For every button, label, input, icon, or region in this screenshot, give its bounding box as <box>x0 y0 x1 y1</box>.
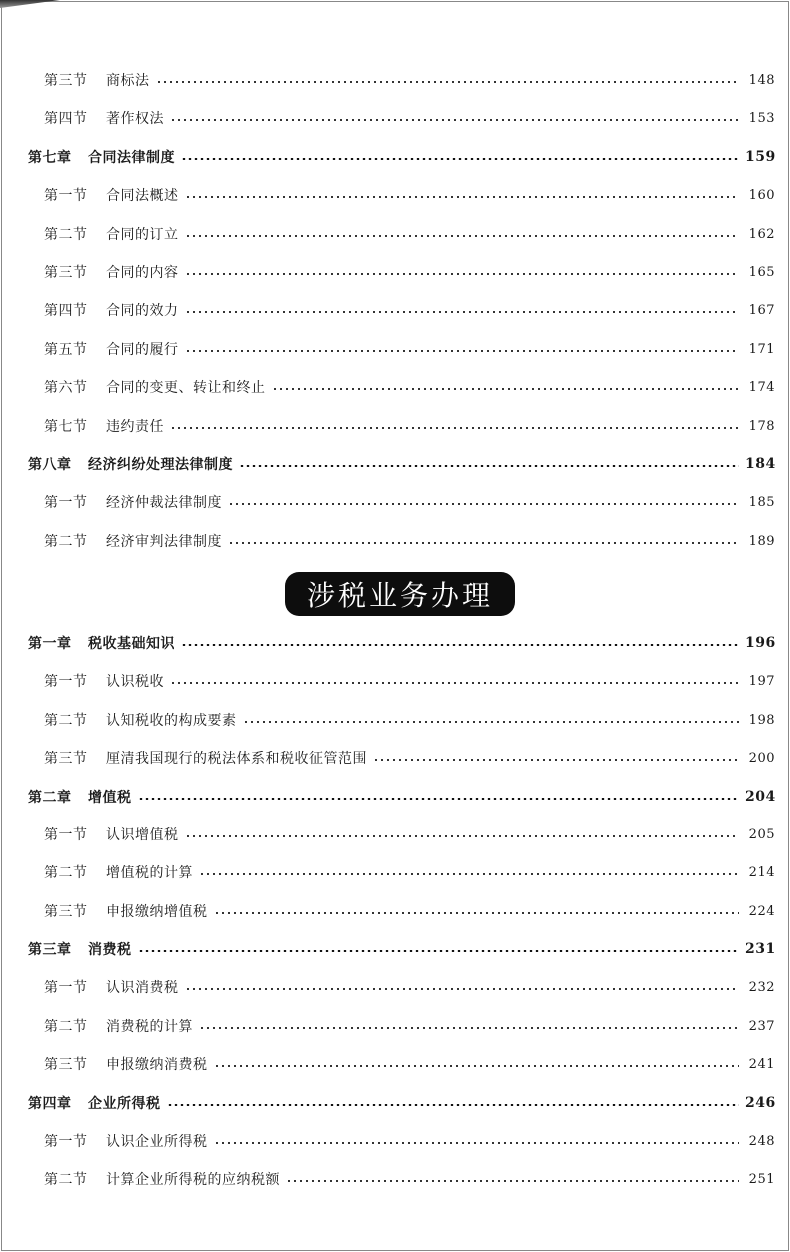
section-number: 第二节 <box>44 1172 88 1188</box>
section-title: 增值税的计算 <box>106 865 193 881</box>
section-title: 申报缴纳增值税 <box>106 904 208 920</box>
dot-leader <box>156 81 740 83</box>
toc-section-row[interactable] <box>44 298 775 322</box>
section-title: 合同的订立 <box>106 227 179 243</box>
section-title: 认识企业所得税 <box>106 1134 208 1150</box>
toc-section-row[interactable] <box>44 899 775 923</box>
dot-leader <box>185 273 740 275</box>
chapter-number: 第四章 <box>28 1096 72 1112</box>
section-title: 消费税的计算 <box>106 1019 193 1035</box>
toc-section-row[interactable] <box>44 529 775 553</box>
section-number: 第一节 <box>44 827 88 843</box>
dot-leader <box>170 427 739 429</box>
section-number: 第二节 <box>44 865 88 881</box>
page-number: 204 <box>745 789 776 805</box>
chapter-title: 税收基础知识 <box>88 636 175 652</box>
section-title: 认识税收 <box>106 674 164 690</box>
chapter-title: 增值税 <box>88 790 132 806</box>
section-title: 申报缴纳消费税 <box>106 1057 208 1073</box>
page-number: 174 <box>748 379 775 395</box>
dot-leader <box>185 235 740 237</box>
toc-section-row[interactable] <box>44 414 775 438</box>
page-number: 153 <box>748 110 775 126</box>
page-number: 160 <box>748 187 775 203</box>
toc-chapter-row[interactable] <box>28 452 775 476</box>
dot-leader <box>373 759 739 761</box>
section-title: 认知税收的构成要素 <box>106 713 237 729</box>
dot-leader <box>185 311 740 313</box>
section-title: 厘清我国现行的税法体系和税收征管范围 <box>106 751 367 767</box>
toc-section-row[interactable] <box>44 183 775 207</box>
section-title: 著作权法 <box>106 111 164 127</box>
section-number: 第六节 <box>44 380 88 396</box>
chapter-title: 企业所得税 <box>88 1096 161 1112</box>
dot-leader <box>185 350 740 352</box>
section-title: 合同的内容 <box>106 265 179 281</box>
dot-leader <box>214 1065 740 1067</box>
section-title: 合同的变更、转让和终止 <box>106 380 266 396</box>
toc-section-row[interactable] <box>44 1167 775 1191</box>
page-number: 171 <box>748 341 775 357</box>
section-number: 第五节 <box>44 342 88 358</box>
toc-section-row[interactable] <box>44 106 775 130</box>
page-number: 148 <box>748 72 775 88</box>
page-number: 184 <box>745 456 776 472</box>
toc-section-row[interactable] <box>44 260 775 284</box>
toc-section-row[interactable] <box>44 222 775 246</box>
part-banner-title: 涉税业务办理 <box>306 579 493 612</box>
section-number: 第二节 <box>44 713 88 729</box>
page-number: 232 <box>748 979 775 995</box>
page-number: 185 <box>748 494 775 510</box>
page-number: 159 <box>745 149 776 165</box>
dot-leader <box>214 1142 740 1144</box>
dot-leader <box>170 682 739 684</box>
section-number: 第三节 <box>44 265 88 281</box>
toc-section-row[interactable] <box>44 68 775 92</box>
section-number: 第二节 <box>44 227 88 243</box>
toc-section-row[interactable] <box>44 860 775 884</box>
page-number: 162 <box>748 226 775 242</box>
chapter-title: 消费税 <box>88 942 132 958</box>
toc-section-row[interactable] <box>44 708 775 732</box>
page-number: 231 <box>745 941 776 957</box>
page-number: 214 <box>748 864 775 880</box>
section-number: 第二节 <box>44 534 88 550</box>
dot-leader <box>228 542 739 544</box>
dot-leader <box>228 503 739 505</box>
section-number: 第一节 <box>44 188 88 204</box>
dot-leader <box>181 644 739 646</box>
page-number: 251 <box>748 1171 775 1187</box>
toc-section-row[interactable] <box>44 1052 775 1076</box>
toc-section-row[interactable] <box>44 975 775 999</box>
dot-leader <box>138 798 740 800</box>
dot-leader <box>185 988 740 990</box>
page-number: 200 <box>748 750 775 766</box>
page-number: 178 <box>748 418 775 434</box>
section-title: 经济仲裁法律制度 <box>106 495 222 511</box>
page-number: 189 <box>748 533 775 549</box>
dot-leader <box>170 119 739 121</box>
page-number: 198 <box>748 712 775 728</box>
dot-leader <box>243 721 740 723</box>
dot-leader <box>167 1104 740 1106</box>
section-number: 第三节 <box>44 904 88 920</box>
chapter-number: 第三章 <box>28 942 72 958</box>
part-banner <box>285 572 515 616</box>
toc-chapter-row[interactable] <box>28 1091 775 1115</box>
section-number: 第四节 <box>44 111 88 127</box>
chapter-number: 第八章 <box>28 457 72 473</box>
page-number: 224 <box>748 903 775 919</box>
toc-section-row[interactable] <box>44 822 775 846</box>
chapter-number: 第一章 <box>28 636 72 652</box>
section-title: 合同法概述 <box>106 188 179 204</box>
chapter-title: 经济纠纷处理法律制度 <box>88 457 233 473</box>
dot-leader <box>181 158 739 160</box>
dot-leader <box>239 465 739 467</box>
section-number: 第一节 <box>44 1134 88 1150</box>
toc-section-row[interactable] <box>44 490 775 514</box>
section-number: 第三节 <box>44 751 88 767</box>
dot-leader <box>199 873 739 875</box>
dot-leader <box>199 1027 739 1029</box>
section-title: 经济审判法律制度 <box>106 534 222 550</box>
page-number: 246 <box>745 1095 776 1111</box>
section-number: 第三节 <box>44 73 88 89</box>
section-title: 合同的效力 <box>106 303 179 319</box>
toc-chapter-row[interactable] <box>28 937 775 961</box>
section-title: 认识增值税 <box>106 827 179 843</box>
section-number: 第三节 <box>44 1057 88 1073</box>
dot-leader <box>185 196 740 198</box>
dot-leader <box>272 388 740 390</box>
section-title: 认识消费税 <box>106 980 179 996</box>
dot-leader <box>286 1180 739 1182</box>
page-number: 165 <box>748 264 775 280</box>
toc-section-row[interactable] <box>44 1014 775 1038</box>
section-number: 第一节 <box>44 674 88 690</box>
page-number: 205 <box>748 826 775 842</box>
toc-section-row[interactable] <box>44 669 775 693</box>
chapter-title: 合同法律制度 <box>88 150 175 166</box>
toc-chapter-row[interactable] <box>28 145 775 169</box>
section-number: 第二节 <box>44 1019 88 1035</box>
section-number: 第七节 <box>44 419 88 435</box>
toc-section-row[interactable] <box>44 375 775 399</box>
chapter-number: 第七章 <box>28 150 72 166</box>
section-title: 合同的履行 <box>106 342 179 358</box>
page-number: 196 <box>745 635 776 651</box>
section-number: 第一节 <box>44 495 88 511</box>
section-number: 第一节 <box>44 980 88 996</box>
section-title: 计算企业所得税的应纳税额 <box>106 1172 280 1188</box>
chapter-number: 第二章 <box>28 790 72 806</box>
dot-leader <box>214 912 740 914</box>
toc-section-row[interactable] <box>44 337 775 361</box>
dot-leader <box>185 835 740 837</box>
page-number: 197 <box>748 673 775 689</box>
section-title: 违约责任 <box>106 419 164 435</box>
section-number: 第四节 <box>44 303 88 319</box>
page-number: 248 <box>748 1133 775 1149</box>
page-number: 167 <box>748 302 775 318</box>
section-title: 商标法 <box>106 73 150 89</box>
page-number: 237 <box>748 1018 775 1034</box>
toc-section-row[interactable] <box>44 746 775 770</box>
toc-chapter-row[interactable] <box>28 631 775 655</box>
toc-chapter-row[interactable] <box>28 785 775 809</box>
page-number: 241 <box>748 1056 775 1072</box>
dot-leader <box>138 950 740 952</box>
toc-section-row[interactable] <box>44 1129 775 1153</box>
